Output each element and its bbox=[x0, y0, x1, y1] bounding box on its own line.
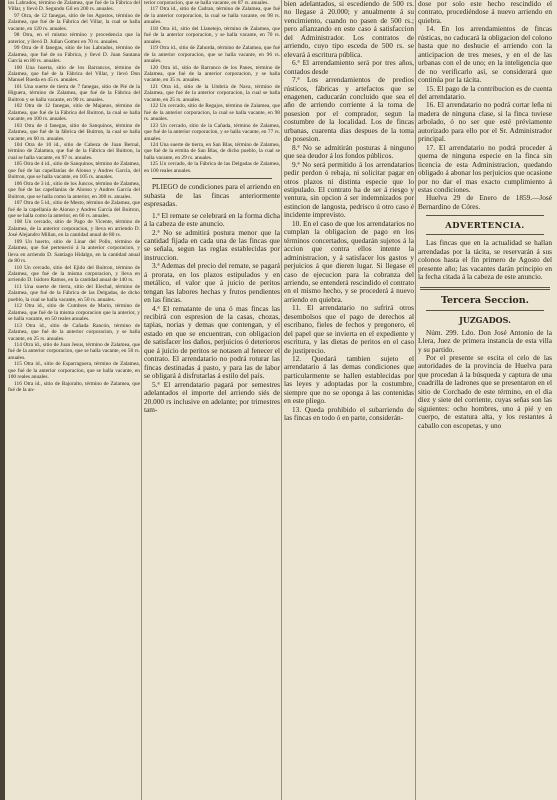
list-item: 103 Otra de 4 fanegas, sitio de Sanquinos, término de Zalamea, que fué de la fábrica del Buitron, la cual se halla vacante, en 60 rs. anuales. bbox=[8, 122, 140, 142]
condition-item: 17. El arrendatario no podrá proceder á quema de ninguna especie en la finca sin licencia de esta Administracion, quedando obligado á abonar los perjuicios que ocasione por no dar el mas exacto cumplimiento á estas condiciones. bbox=[418, 142, 552, 194]
divider bbox=[426, 234, 544, 235]
list-item: 100 Una huerta, sitio de los Barrancos, término de Zalamea, que fué de la Fábrica del Villar, y llevó Don Manuel Rueda en 45 rs. anuales. bbox=[8, 64, 140, 84]
divider bbox=[152, 178, 272, 179]
divider bbox=[426, 215, 544, 216]
list-item: 105 Otra de 4 id., sitio de Sanquinos, término de Zalamea, que fué de las capellanías de Alonso y Andres García, del Buitron, que se halla vacante, en 105 rs. anuales. bbox=[8, 161, 140, 181]
list-item: 106 Otra de 3 id., sitio de los Juncos, término de Zalamea, que fué de las capellanías de Alonso y Andres García del Buitron, que se halla como la anterior, en 300 rs. anuales. bbox=[8, 180, 140, 200]
condition-item: 10. En el caso de que los arrendatarios no cumplan la obligacion de pago en los términos concertados, quedarán sujetos á la accion que contra ellos intente la administracion, y á satisfacer los gastos y perjuicios á que dieren lugar. Si llegase el caso de ejecucion para la cobranza del arriendo, se entenderá rescindido el contrato en el mismo hecho, y se procederá á nuevo arriendo en quiebra. bbox=[284, 218, 414, 304]
property-list-continued bbox=[144, 0, 280, 174]
condition-item: 12. Quedará tambien sujeto el arrendatario á las demas condiciones que particularmente se hallen establecidas por las leyes y adoptadas por la costumbre, siempre que no se oponga á las contenidas en este pliego. bbox=[284, 354, 414, 406]
juzgados-title: JUZGADOS. bbox=[459, 314, 511, 325]
condition-item: 15. El pago de la contribucion es de cuenta del arrendatario. bbox=[418, 83, 552, 101]
conditions-block-end bbox=[418, 0, 552, 211]
list-item: 125 Un cercado, de la Fábrica de las Delgadas de Zalamea, en 100 reales anuales. bbox=[144, 161, 280, 174]
list-item: 124 Una suerte de tierra, en San Blas, término de Zalamea, que fué de la ermita de San Blas, de dicho pueblo, la cual se halla vacante, en 29 rs. anuales. bbox=[144, 141, 280, 161]
list-item: 116 Otra id., sitio de Bajoralto, término de Zalamea, que fué de la an- bbox=[8, 380, 140, 394]
juzgados-paragraph: Núm. 299. Ldo. Don José Antonio de la Llera, Juez de primera instancia de esta villa y su partido. bbox=[418, 327, 552, 354]
list-item: 97 Otra, de 12 fanegas, sitio de los Agostos, término de Zalamea, que fué de la Fábrica del Villar, la cual se halla vacante, en 120 rs. anuales. bbox=[8, 12, 140, 32]
list-item: 121 Otra id., sitio de la Umbría de Nava, término de Zalamea, que fué de la anterior corporacion, la cual se halla vacante, en 25 rs. anuales. bbox=[144, 83, 280, 103]
list-item: 119 Otra id., sitio de Zahurda, término de Zalamea, que fué de la anterior corporacion, que se halla vacante, en 96 rs. anuales. bbox=[144, 45, 280, 65]
condition-item: 5.ª El arrendatario pagará por semestres adelantados el importe del arriendo siés de 20.000 rs inclusive en adelante; por trimestres tam- bbox=[144, 379, 280, 415]
condition-item: 4.ª El rematante de una ó mas fincas las recibirá con espresion de la casas, chozas, tapias, norias y demas que contengan, y el estado en que se encuentran, con obligacion de satisfacer los daños, perjuicios ó deterioros que á juicio de peritos se notasen al fenecer el contrato. El arrendatario no podrá roturar las fincas destinadas á pasto, y para las de labor se obligará á disfrutarlas á estilo del país. bbox=[144, 303, 280, 381]
signature-line: Huelva 29 de Enero de 1859.—José Bernardino de Córes. bbox=[418, 193, 552, 211]
list-item: 117 Otra id., sitio de Cadran, término de Zalamea, que fué de la anterior corporacion, la cual se halla vacante, en 98 rs. anuales. bbox=[144, 6, 280, 26]
list-item: 120 Otra id., sitio de Barranco de los Panes, término de Zalamea, que fué de la anterior corporacion, y se halla vacante, en 35 rs. anuales. bbox=[144, 64, 280, 84]
condition-item: 1.ª El remate se celebrará en la forma dicha á la cabeza de este anuncio. bbox=[144, 210, 280, 229]
condition-item: 6.ª El arrendamiento será por tres años, contados desde bbox=[284, 58, 414, 76]
conditions-block bbox=[144, 183, 280, 414]
list-item: los Labrados, término de Zalamea, que fué de la Fábrica del Villar, y llevó D. Segundo Gil en 200 rs. anuales. bbox=[8, 0, 140, 13]
list-item: 102 Otra de 12 fanegas, sitio de Majanos, término de Zalamea, que fué de la Fábrica del Buitron, la cual se halla vacante, en 100 rs. anuales. bbox=[8, 103, 140, 123]
column-rule bbox=[141, 0, 142, 800]
column-4 bbox=[418, 0, 552, 800]
list-item: 107 Otra de 5 id., sitio de Mesto, término de Zalamea, que fué de la capellanía de Alonso y Andres García del Buitron, que se halla como la anterior, en 60 rs. anuales. bbox=[8, 200, 140, 219]
advertencia-block bbox=[418, 239, 552, 281]
column-2 bbox=[144, 0, 280, 800]
advertencia-title: ADVERTENCIA. bbox=[445, 220, 525, 231]
condition-item: 7.ª Los arrendamientos de predios rústicos, fábricas y artefactos que se enagenen, caducarán concluido que sea el año de arriendo corriente á la toma de posesion por el comprador, segun la costumbre de la localidad. Los de fincas urbanas, cuarenta dias despues de la toma de posesion. bbox=[284, 75, 414, 144]
column-rule bbox=[415, 0, 416, 800]
list-item: 101 Una suerte de tierra de 7 fanegas, sitio de Pié de la Higuera, término de Zalamea, que fué de la Fábrica del Buitron y se halla vacante, en 90 rs. anuales. bbox=[8, 83, 140, 103]
list-item: 108 Un cercado, sitio de Pago de Vicente, término de Zalamea, de la anterior corporacion, y lleva en arriendo D. José Alejandro Millan, en la cantidad anual de 80 rs. bbox=[8, 219, 140, 239]
list-item: 99 Otra de 8 fanegas, sitio de los Labrados, término de Zalamea, que fué de su Fábrica, y llevó D. Juan Santana García en 80 rs. anuales. bbox=[8, 45, 140, 65]
condition-item: 3.ª Ademas del precio del remate, se pagará á prorata, en los plazos estipulados y en metálico, el valor que á juicio de peritos tengan las labores hechas y frutos pendientes en las fincas. bbox=[144, 261, 280, 305]
condition-item: 2.ª No se admitirá postura menor que la cantidad fijada en cada una de las fincas que se señala, segun las reglas establecidas por instruccion. bbox=[144, 227, 280, 262]
condition-item: bien adelantados, si escediendo de 500 rs. no llegase á 20.000; y anualmente á su vencimiento, cuando no pasen de 500 rs.; pero afianzando en este caso á satisfaccion del Administrador. Los contratos de arriendo, cuyo tipo esceda de 500 rs. se elevará á escritura pública. bbox=[284, 0, 414, 59]
list-item: 111 Una suerte de tierra, sitio del Elechal, término de Zalamea, que fué de la Fábrica de las Delgadas, de dicho pueblo, la cual se halla vacante, en 50 rs. anuales. bbox=[8, 283, 140, 303]
list-item: 112 Otra id., sitio de Cumbres de Marin, término de Zalamea, que fué de la misma corporacion que la anterior, y se halla vacante, en 50 reales anuales. bbox=[8, 303, 140, 323]
list-item: 109 Un huerto, sitio de Linar del Pollo, término de Zalamea, que fué perteneció á la anterior corporacion, y lleva en arriendo D. Santiago Hidalgo, en la cantidad anual de 80 rs. bbox=[8, 238, 140, 265]
page-binding-edge bbox=[0, 0, 5, 800]
condition-item: 11. El arrendatario no sufrirá otros desembolsos que el pago de derechos al escribano, fieles de fechos y pregonero, el del papel que se invierta en el expediente y escritura, y las dietas de peritos en el caso de justiprecio. bbox=[284, 303, 414, 355]
list-item: 122 Un cercado, sitio de Regajos, término de Zalamea, que fué de la anterior corporacion, la cual se halla vacante, en 98 rs. anuales. bbox=[144, 103, 280, 123]
list-item: 104 Otra de 10 id., sitio de Cabeza de Juan Bernal, término de Zalamea, que fué de la Fábrica del Buitron, la cual se halla vacante, en 97 rs. anuales. bbox=[8, 141, 140, 161]
list-item: terior corporacion, que se halla vacante, en 87 rs. anuales. bbox=[144, 0, 269, 6]
list-item: 115 Otra id., sitio de Esparraguera, término de Zalamea, que fué de la anterior corporacion, que se halla vacante, en 100 reales anuales. bbox=[8, 361, 140, 381]
condition-item: 14. En los arrendamientos de fincas rústicas, no caducará la obligacion del colono hasta que no deshucie el arriendo con la anticipacion de tres meses, y en el de las urbanas con el de uno; en la inteligencia que de no verificarlo así, se considerará que continúa por la tácita. bbox=[418, 24, 552, 85]
column-3 bbox=[284, 0, 414, 800]
advertencia-text: Las fincas que en la actualidad se hallan arrendadas por la tácita, se reservarán á sus colonos hasta el fin primero de Agosto del presente año; las vacantes darán principio en la fecha citada á la cabeza de este anuncio. bbox=[418, 238, 552, 282]
list-item: 98 Otra, en el mismo término y procedencia que la anterior, y llevó D. Julian Gomez en 70 rs. anuales. bbox=[8, 32, 140, 45]
list-item: 114 Otra id., sitio de Juan Jesus, término de Zalamea, que fué de la anterior corporacion, que se halla vacante, en 50 rs. anuales. bbox=[8, 342, 140, 361]
condition-item: dose por solo este hecho rescindido el contrato, procediéndose á nuevo arriendo en quiebra. bbox=[418, 0, 552, 25]
list-item: 113 Otra id., sitio de Cañada Rancón, término de Zalamea, que fué de la anterior corporacion, y se halla vacante, en 25 rs. anuales. bbox=[8, 322, 140, 342]
list-item: 110 Un cercado, sitio del Ejido del Buitron, término de Zalamea, que fué de la misma corporacion, y lleva en arriendo D. Isidoro Ramos, en la cantidad anual de 140 rs. bbox=[8, 264, 140, 284]
juzgados-paragraph: Por el presente se escita el celo de las autoridades de la provincia de Huelva para que procedan á la búsqueda y captura de una cuadrilla de ladrones que se presentaron en el sitio de Corchado de este término, en el dia diez y siete del corriente, cuyas señas son las siguientes: ocho hombres, uno á pié y en cuerpo, de estatura alta, y los restantes á caballo con escopetas, y uno bbox=[418, 352, 552, 430]
condition-item: 16. El arrendatario no podrá cortar leña ni madera de ninguna clase, si la finca tuviese arbolado, ó no ser que esté préviamente autorizado para ello por el Sr. Administrador principal. bbox=[418, 100, 552, 144]
condition-item: 8.ª No se admitirán posturas á ninguno que sea deudor á los fondos públicos. bbox=[284, 142, 414, 161]
list-item: 118 Otra id., sitio del Llanetejo, término de Zalamea, que fué de la anterior corporacion, y se halla vacante, en 70 rs. anuales. bbox=[144, 25, 280, 45]
juzgados-block bbox=[418, 329, 552, 430]
condition-item: 13. Queda prohibido el subarriendo de las fincas en todo ó en parte, considerán- bbox=[284, 404, 414, 423]
pliego-heading: PLIEGO de condiciones para el arriendo en subasta de las fincas anteriormente espresadas. bbox=[144, 182, 280, 209]
column-1 bbox=[8, 0, 140, 800]
section-divider bbox=[420, 287, 550, 290]
column-rule bbox=[281, 0, 282, 800]
condition-item: 9.ª No será permitido á los arrendatarios pedir perdon ó rebaja, ni solicitar pagar en otros plazos ni distinta especie que lo estipulado. El contrato ha de ser á riesgo y ventura, sin opcion á ser indemnizados por estincion de langosta, pedrisco ú otro caso é incidente imprevisto. bbox=[284, 159, 414, 220]
section-title: Tercera Seccion. bbox=[441, 294, 529, 306]
divider bbox=[426, 310, 544, 311]
list-item: 123 Un cercado, sitio de la Cañada, término de Zalamea, que fué de la anterior corporacion, y se halla vacante, en 77 rs. anuales. bbox=[144, 122, 280, 142]
